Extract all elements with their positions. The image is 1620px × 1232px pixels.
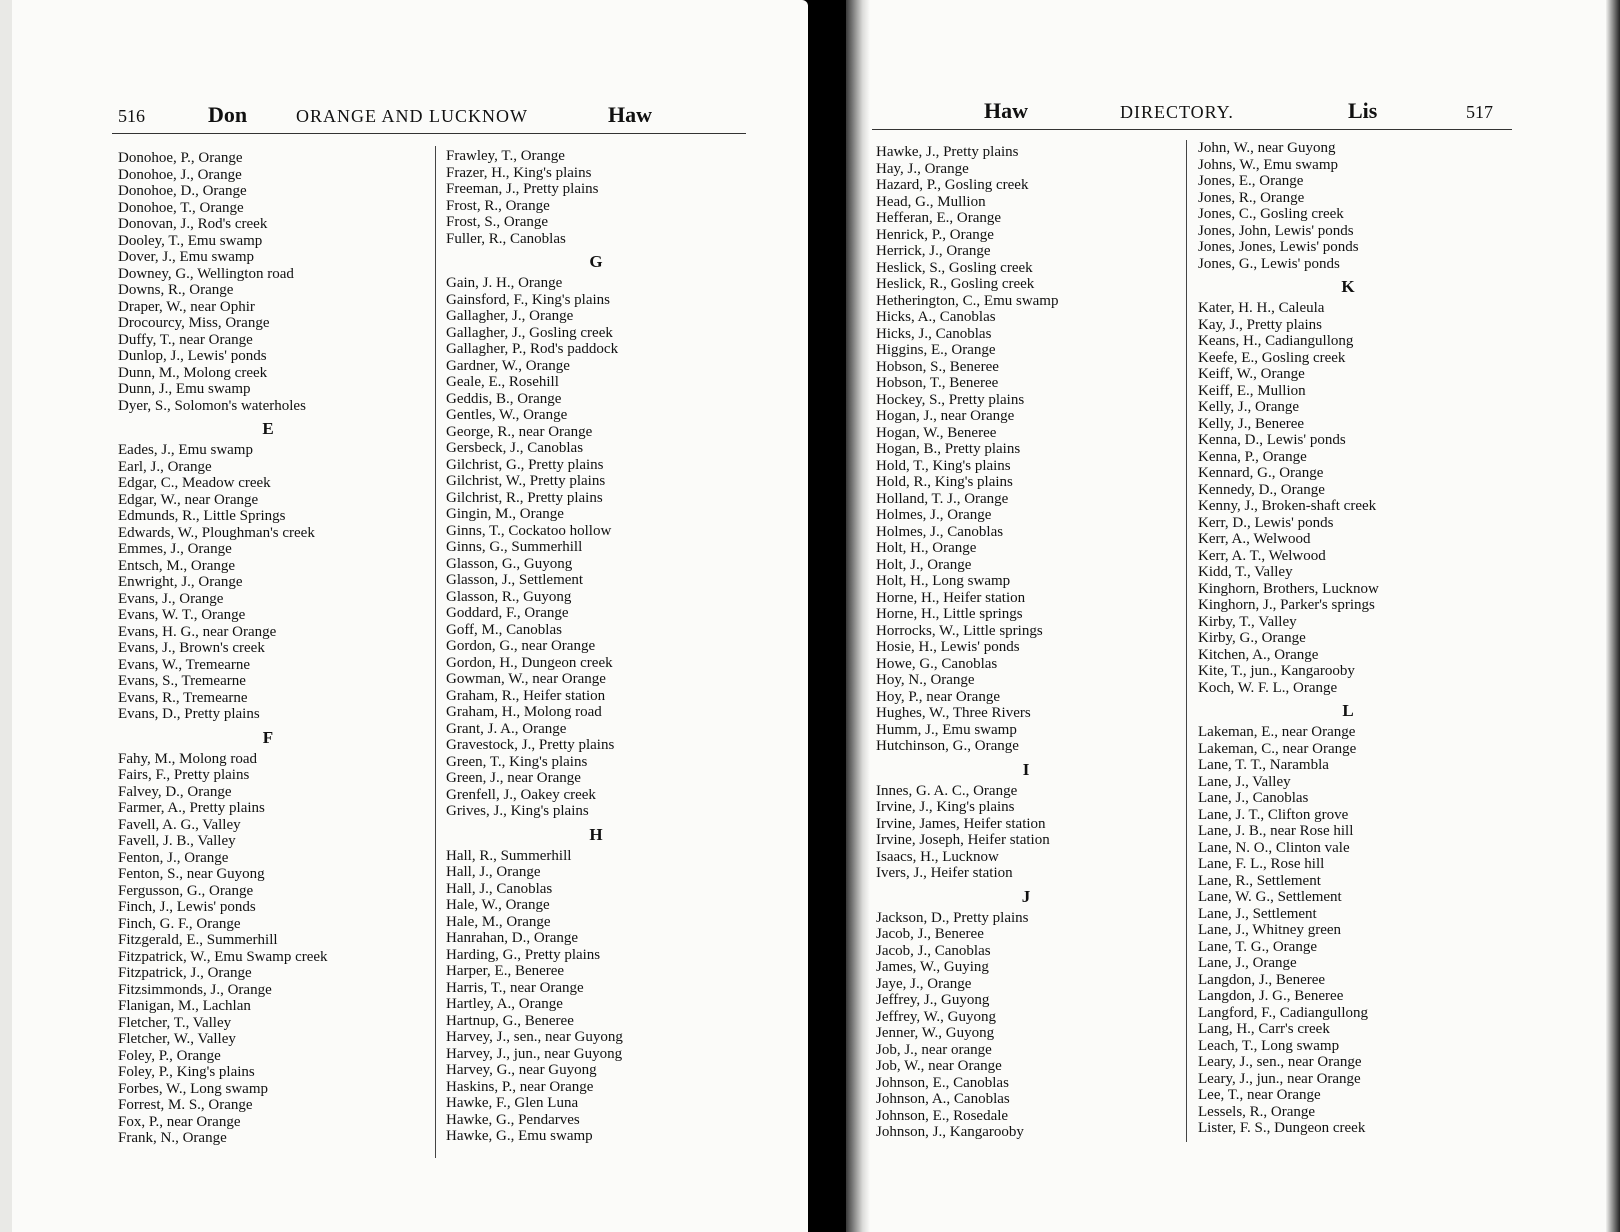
directory-entry: Harvey, J., sen., near Guyong (446, 1029, 623, 1045)
directory-entry: Frazer, H., King's plains (446, 164, 592, 181)
directory-column-2 (1198, 140, 1498, 1137)
directory-entry: Edgar, W., near Orange (118, 491, 259, 508)
directory-entry: Langdon, J. G., Beneree (1198, 988, 1344, 1004)
directory-entry: Isaacs, H., Lucknow (876, 848, 999, 865)
directory-entry: Hall, R., Summerhill (446, 847, 572, 864)
directory-entry: Lane, F. L., Rose hill (1198, 856, 1325, 872)
directory-entry: Flanigan, M., Lachlan (118, 998, 251, 1014)
section-letter: F (262, 727, 274, 747)
directory-entry: Holt, H., Long swamp (876, 573, 1011, 589)
directory-entry: Falvey, D., Orange (118, 783, 232, 800)
page-edge (1606, 0, 1620, 1232)
directory-entry: Holt, H., Orange (876, 540, 977, 556)
directory-entry: Hawke, G., Pendarves (446, 1111, 580, 1128)
directory-entry: Harper, E., Beneree (446, 963, 565, 979)
section-letter: K (1341, 277, 1355, 296)
directory-entry: Freeman, J., Pretty plains (446, 181, 599, 197)
directory-entry: Hartley, A., Orange (446, 996, 563, 1012)
directory-entry: Hockey, S., Pretty plains (876, 391, 1025, 408)
directory-entry: Edgar, C., Meadow creek (118, 475, 271, 491)
directory-entry: Lane, T. T., Narambla (1198, 757, 1329, 773)
directory-entry: Gallagher, J., Orange (446, 308, 574, 324)
directory-entry: Keefe, E., Gosling creek (1198, 349, 1346, 366)
directory-entry: Hosie, H., Lewis' ponds (876, 639, 1020, 655)
directory-entry: Harris, T., near Orange (446, 979, 584, 996)
directory-entry: Langdon, J., Beneree (1198, 971, 1326, 988)
directory-entry: Gentles, W., Orange (446, 407, 568, 423)
directory-entry: Jones, C., Gosling creek (1198, 206, 1344, 222)
directory-entry: Lane, J., Settlement (1198, 905, 1317, 922)
directory-entry: Gain, J. H., Orange (446, 275, 563, 291)
directory-entry: Graham, R., Heifer station (446, 687, 606, 704)
directory-entry: Gilchrist, W., Pretty plains (446, 473, 606, 489)
directory-entry: Frawley, T., Orange (446, 148, 565, 164)
directory-entry: Kitchen, A., Orange (1198, 646, 1319, 663)
page-number: 516 (118, 106, 145, 126)
directory-entry: Foley, P., Orange (118, 1047, 221, 1064)
directory-entry: Evans, W., Tremearne (118, 656, 251, 673)
section-letter: E (262, 419, 274, 438)
directory-entry: Grenfell, J., Oakey creek (446, 786, 596, 803)
directory-entry: Hanrahan, D., Orange (446, 930, 579, 946)
directory-entry: Frank, N., Orange (118, 1130, 227, 1146)
directory-entry: Glasson, G., Guyong (446, 555, 573, 572)
left-page (0, 0, 808, 1232)
spine-shadow (846, 0, 870, 1232)
directory-entry: Lang, H., Carr's creek (1198, 1021, 1330, 1037)
catchword-left: Don (208, 102, 248, 127)
directory-entry: Heslick, S., Gosling creek (876, 259, 1033, 276)
directory-entry: Heslick, R., Gosling creek (876, 276, 1035, 292)
directory-entry: Gallagher, P., Rod's paddock (446, 341, 619, 357)
directory-entry: Donohoe, J., Orange (118, 166, 242, 183)
directory-entry: Jeffrey, W., Guyong (876, 1008, 996, 1025)
directory-entry: Hazard, P., Gosling creek (876, 177, 1029, 193)
directory-entry: Lane, W. G., Settlement (1198, 889, 1342, 905)
directory-entry: Gersbeck, J., Canoblas (446, 440, 584, 456)
directory-entry: Donohoe, T., Orange (118, 199, 244, 216)
page-number: 517 (1466, 102, 1493, 122)
directory-entry: Jones, R., Orange (1198, 189, 1305, 206)
directory-entry: Hawke, J., Pretty plains (876, 144, 1019, 160)
directory-entry: Herrick, J., Orange (876, 243, 991, 259)
directory-entry: Evans, R., Tremearne (118, 689, 248, 706)
directory-entry: Dunn, M., Molong creek (118, 364, 268, 381)
directory-entry: Langford, F., Cadiangullong (1198, 1004, 1369, 1021)
directory-entry: Goff, M., Canoblas (446, 621, 562, 638)
directory-entry: Kite, T., jun., Kangarooby (1198, 663, 1355, 679)
directory-entry: Leary, J., jun., near Orange (1198, 1070, 1361, 1087)
directory-entry: Evans, J., Orange (118, 590, 224, 607)
directory-entry: Geale, E., Rosehill (446, 374, 559, 390)
directory-entry: Johnson, A., Canoblas (876, 1091, 1010, 1107)
directory-entry: Edwards, W., Ploughman's creek (118, 524, 315, 541)
directory-entry: Irvine, J., King's plains (876, 799, 1015, 815)
directory-entry: Innes, G. A. C., Orange (876, 782, 1018, 799)
directory-entry: Gilchrist, R., Pretty plains (446, 489, 603, 506)
directory-entry: Emmes, J., Orange (118, 541, 232, 557)
directory-entry: Job, W., near Orange (876, 1058, 1002, 1074)
directory-entry: Fox, P., near Orange (118, 1113, 241, 1130)
directory-entry: Humm, J., Emu swamp (876, 721, 1017, 738)
directory-entry: Jenner, W., Guyong (876, 1025, 995, 1041)
directory-entry: Hale, W., Orange (446, 897, 550, 913)
directory-entry: Johnson, E., Canoblas (876, 1074, 1009, 1091)
directory-entry: Higgins, E., Orange (876, 342, 996, 358)
directory-entry: Horne, H., Little springs (876, 606, 1023, 622)
directory-entry: Hawke, G., Emu swamp (446, 1128, 593, 1144)
directory-entry: Johns, W., Emu swamp (1198, 156, 1339, 173)
directory-entry: Hale, M., Orange (446, 913, 551, 930)
directory-entry: Gingin, M., Orange (446, 506, 564, 522)
directory-entry: Donohoe, D., Orange (118, 183, 247, 199)
directory-entry: Leach, T., Long swamp (1198, 1037, 1340, 1054)
catchword-left: Haw (984, 98, 1028, 123)
directory-entry: Favell, J. B., Valley (118, 833, 236, 849)
catchword-right: Haw (608, 102, 652, 127)
directory-entry: Kenna, P., Orange (1198, 448, 1307, 465)
page-edge (0, 0, 12, 1232)
directory-entry: Geddis, B., Orange (446, 390, 562, 407)
directory-entry: Ginns, T., Cockatoo hollow (446, 522, 612, 539)
directory-entry: Ginns, G., Summerhill (446, 539, 583, 555)
directory-entry: Favell, A. G., Valley (118, 816, 241, 833)
directory-entry: Fitzpatrick, J., Orange (118, 965, 252, 981)
directory-entry: Lakeman, C., near Orange (1198, 740, 1357, 757)
directory-entry: Harding, G., Pretty plains (446, 946, 601, 963)
directory-entry: Graham, H., Molong road (446, 704, 602, 720)
directory-entry: Gardner, W., Orange (446, 357, 570, 374)
directory-entry: Glasson, J., Settlement (446, 572, 584, 588)
directory-entry: Kerr, A. T., Welwood (1198, 547, 1326, 564)
section-letter: J (1021, 886, 1031, 906)
directory-entry: Fitzpatrick, W., Emu Swamp creek (118, 948, 328, 965)
directory-entry: Duffy, T., near Orange (118, 331, 253, 348)
directory-entry: Draper, W., near Ophir (118, 298, 255, 315)
directory-entry: Evans, J., Brown's creek (118, 640, 265, 656)
directory-entry: Lane, N. O., Clinton vale (1198, 839, 1350, 856)
directory-entry: Gordon, G., near Orange (446, 638, 596, 654)
directory-entry: Hoy, P., near Orange (876, 688, 1000, 705)
directory-entry: Dyer, S., Solomon's waterholes (118, 397, 306, 414)
directory-entry: George, R., near Orange (446, 423, 593, 440)
directory-entry: James, W., Guying (876, 959, 989, 975)
directory-entry: Hetherington, C., Emu swamp (876, 292, 1059, 309)
directory-entry: Drocourcy, Miss, Orange (118, 315, 270, 331)
directory-entry: Jacob, J., Beneree (876, 926, 984, 942)
directory-entry: Johnson, J., Kangarooby (876, 1124, 1024, 1140)
directory-entry: Hall, J., Canoblas (446, 880, 553, 897)
directory-entry: Fergusson, G., Orange (118, 882, 254, 899)
directory-entry: Lane, J. B., near Rose hill (1198, 823, 1354, 839)
directory-entry: Keiff, W., Orange (1198, 366, 1305, 382)
directory-entry: Lakeman, E., near Orange (1198, 724, 1356, 740)
directory-entry: Haskins, P., near Orange (446, 1078, 594, 1095)
directory-entry: Fitzsimmonds, J., Orange (118, 981, 272, 998)
directory-entry: Downs, R., Orange (118, 282, 234, 298)
directory-entry: Gowman, W., near Orange (446, 671, 606, 687)
directory-entry: Lane, R., Settlement (1198, 872, 1321, 889)
directory-entry: Kay, J., Pretty plains (1198, 316, 1323, 333)
directory-entry: Kirby, G., Orange (1198, 630, 1306, 646)
directory-entry: Jackson, D., Pretty plains (876, 909, 1029, 926)
directory-entry: Fenton, J., Orange (118, 849, 229, 866)
directory-entry: Hicks, J., Canoblas (876, 325, 992, 342)
directory-entry: Hogan, B., Pretty plains (876, 441, 1021, 457)
directory-entry: Gilchrist, G., Pretty plains (446, 456, 604, 473)
running-title: DIRECTORY. (1120, 102, 1234, 122)
section-letter: L (1342, 701, 1354, 720)
directory-entry: Fairs, F., Pretty plains (118, 767, 250, 783)
directory-entry: Horne, H., Heifer station (876, 589, 1026, 606)
directory-entry: Lane, T. G., Orange (1198, 938, 1317, 955)
directory-entry: Kennard, G., Orange (1198, 465, 1324, 481)
directory-entry: Jacob, J., Canoblas (876, 942, 991, 959)
directory-entry: Keiff, E., Mullion (1198, 382, 1306, 399)
directory-entry: Kirby, T., Valley (1198, 613, 1297, 630)
directory-entry: Keans, H., Cadiangullong (1198, 333, 1354, 349)
directory-entry: Gravestock, J., Pretty plains (446, 737, 615, 753)
directory-entry: Gallagher, J., Gosling creek (446, 324, 613, 341)
directory-entry: Kidd, T., Valley (1198, 564, 1293, 580)
directory-entry: Hay, J., Orange (876, 160, 969, 177)
directory-entry: Donovan, J., Rod's creek (118, 216, 268, 232)
right-header (846, 98, 1620, 128)
directory-entry: Green, T., King's plains (446, 753, 588, 770)
directory-entry: Lister, F. S., Dungeon creek (1198, 1120, 1366, 1136)
directory-entry: Hold, T., King's plains (876, 457, 1011, 474)
directory-entry: Fenton, S., near Guyong (118, 866, 265, 882)
directory-entry: Kinghorn, J., Parker's springs (1198, 597, 1375, 613)
directory-entry: Frost, R., Orange (446, 197, 550, 214)
directory-entry: Lee, T., near Orange (1198, 1087, 1321, 1103)
directory-entry: Fahy, M., Molong road (118, 750, 258, 767)
directory-entry: Foley, P., King's plains (118, 1064, 255, 1080)
directory-entry: Dunn, J., Emu swamp (118, 381, 251, 397)
directory-entry: Lane, J., Orange (1198, 955, 1297, 971)
directory-entry: Kerr, A., Welwood (1198, 531, 1311, 547)
directory-entry: Horrocks, W., Little springs (876, 622, 1043, 639)
directory-entry: Hobson, T., Beneree (876, 375, 999, 391)
directory-entry: Fletcher, W., Valley (118, 1031, 236, 1047)
directory-entry: Hicks, A., Canoblas (876, 309, 996, 325)
directory-entry: Fuller, R., Canoblas (446, 230, 566, 247)
directory-entry: Kenna, D., Lewis' ponds (1198, 432, 1346, 448)
directory-column-1 (118, 150, 418, 1147)
directory-entry: Gainsford, F., King's plains (446, 291, 610, 308)
directory-entry: Hartnup, G., Beneree (446, 1012, 574, 1029)
directory-entry: Kater, H. H., Caleula (1198, 300, 1325, 316)
directory-entry: Lane, J., Canoblas (1198, 790, 1309, 806)
directory-entry: Jones, John, Lewis' ponds (1198, 222, 1354, 239)
directory-entry: Forrest, M. S., Orange (118, 1097, 253, 1113)
directory-entry: Harvey, G., near Guyong (446, 1062, 597, 1078)
directory-entry: Glasson, R., Guyong (446, 588, 572, 605)
directory-entry: Henrick, P., Orange (876, 226, 994, 243)
directory-entry: Johnson, E., Rosedale (876, 1107, 1009, 1124)
directory-column-2 (446, 148, 746, 1145)
directory-entry: Lane, J., Valley (1198, 773, 1291, 790)
right-page (846, 0, 1620, 1232)
directory-entry: Edmunds, R., Little Springs (118, 508, 286, 524)
directory-entry: Dover, J., Emu swamp (118, 249, 255, 265)
directory-entry: Jones, G., Lewis' ponds (1198, 255, 1340, 272)
directory-entry: Green, J., near Orange (446, 770, 581, 786)
directory-entry: Lessels, R., Orange (1198, 1103, 1316, 1120)
directory-entry: Kerr, D., Lewis' ponds (1198, 514, 1334, 531)
directory-entry: Koch, W. F. L., Orange (1198, 679, 1338, 696)
directory-entry: Lane, J., Whitney green (1198, 922, 1342, 938)
directory-entry: Dooley, T., Emu swamp (118, 232, 263, 249)
directory-entry: Enwright, J., Orange (118, 574, 243, 590)
directory-entry: Farmer, A., Pretty plains (118, 800, 265, 816)
section-letter: G (589, 252, 603, 271)
directory-entry: Finch, J., Lewis' ponds (118, 899, 256, 915)
directory-entry: Hogan, J., near Orange (876, 408, 1015, 424)
directory-entry: Donohoe, P., Orange (118, 150, 243, 166)
directory-entry: Evans, S., Tremearne (118, 673, 246, 689)
directory-entry: Harvey, J., jun., near Guyong (446, 1045, 623, 1062)
directory-entry: Hogan, W., Beneree (876, 424, 997, 441)
directory-entry: Kelly, J., Beneree (1198, 415, 1305, 432)
directory-entry: Jones, Jones, Lewis' ponds (1198, 239, 1359, 255)
directory-entry: Kennedy, D., Orange (1198, 481, 1325, 498)
directory-entry: Hawke, F., Glen Luna (446, 1095, 579, 1111)
directory-entry: Jones, E., Orange (1198, 173, 1304, 189)
directory-entry: Hall, J., Orange (446, 864, 541, 880)
left-header (0, 102, 808, 132)
directory-entry: Hold, R., King's plains (876, 474, 1013, 490)
directory-entry: Jaye, J., Orange (876, 975, 972, 992)
directory-entry: Fitzgerald, E., Summerhill (118, 932, 278, 948)
directory-entry: Forbes, W., Long swamp (118, 1080, 268, 1097)
directory-entry: Holland, T. J., Orange (876, 490, 1009, 507)
directory-entry: Entsch, M., Orange (118, 557, 236, 574)
header-rule (872, 129, 1512, 130)
directory-entry: Holmes, J., Orange (876, 507, 992, 523)
directory-entry: Earl, J., Orange (118, 458, 212, 475)
directory-entry: Eades, J., Emu swamp (118, 442, 253, 458)
directory-entry: Jeffrey, J., Guyong (876, 992, 990, 1008)
directory-entry: Ivers, J., Heifer station (876, 865, 1013, 881)
column-rule (1186, 140, 1187, 1142)
directory-entry: John, W., near Guyong (1198, 140, 1336, 156)
section-letter: H (589, 824, 603, 844)
column-rule (435, 146, 436, 1158)
directory-entry: Finch, G. F., Orange (118, 915, 241, 932)
directory-entry: Howe, G., Canoblas (876, 655, 998, 672)
running-title: ORANGE AND LUCKNOW (296, 106, 528, 126)
directory-entry: Evans, W. T., Orange (118, 607, 246, 623)
directory-entry: Irvine, Joseph, Heifer station (876, 832, 1050, 848)
header-rule (112, 133, 746, 134)
directory-entry: Hoy, N., Orange (876, 672, 975, 688)
directory-entry: Downey, G., Wellington road (118, 265, 294, 282)
directory-entry: Kinghorn, Brothers, Lucknow (1198, 580, 1379, 597)
directory-entry: Lane, J. T., Clifton grove (1198, 806, 1349, 823)
directory-entry: Job, J., near orange (876, 1041, 992, 1058)
directory-entry: Gordon, H., Dungeon creek (446, 654, 613, 671)
directory-entry: Head, G., Mullion (876, 193, 986, 210)
directory-column-1 (876, 144, 1176, 1141)
directory-entry: Hefferan, E., Orange (876, 210, 1002, 226)
directory-entry: Kenny, J., Broken-shaft creek (1198, 498, 1377, 514)
section-letter: I (1022, 759, 1030, 779)
directory-entry: Grant, J. A., Orange (446, 720, 567, 737)
directory-entry: Evans, D., Pretty plains (118, 706, 260, 722)
directory-entry: Holmes, J., Canoblas (876, 523, 1004, 540)
directory-entry: Evans, H. G., near Orange (118, 623, 277, 640)
catchword-right: Lis (1348, 98, 1378, 123)
directory-entry: Holt, J., Orange (876, 556, 972, 573)
directory-entry: Fletcher, T., Valley (118, 1014, 232, 1031)
directory-entry: Dunlop, J., Lewis' ponds (118, 348, 267, 364)
directory-entry: Hughes, W., Three Rivers (876, 705, 1031, 721)
directory-entry: Grives, J., King's plains (446, 803, 589, 819)
directory-entry: Goddard, F., Orange (446, 605, 569, 621)
directory-entry: Irvine, James, Heifer station (876, 815, 1046, 832)
directory-entry: Hobson, S., Beneree (876, 358, 999, 375)
directory-entry: Kelly, J., Orange (1198, 399, 1300, 415)
directory-entry: Hutchinson, G., Orange (876, 738, 1019, 754)
directory-entry: Frost, S., Orange (446, 214, 549, 230)
directory-entry: Leary, J., sen., near Orange (1198, 1054, 1362, 1070)
